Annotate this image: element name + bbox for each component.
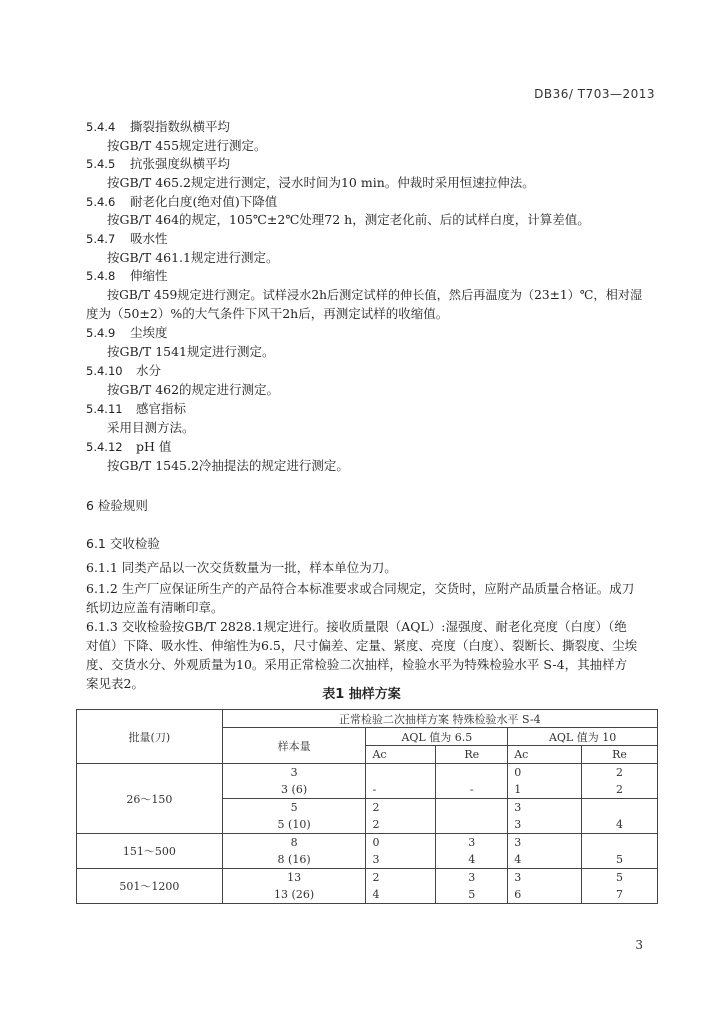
- clause-title: 撕裂指数纵横平均: [130, 119, 231, 134]
- clause-number: 5.4.10: [86, 364, 123, 378]
- ac-cell: 4: [508, 851, 582, 869]
- ac-cell: 2: [366, 799, 436, 817]
- ac-cell: 3: [508, 834, 582, 852]
- ac-cell: -: [366, 781, 436, 799]
- re-cell: [436, 799, 508, 817]
- re-header: Re: [582, 746, 658, 764]
- sample-size-header: 样本量: [222, 728, 366, 764]
- re-cell: 5: [436, 886, 508, 904]
- clause-5-4-8-heading: [86, 267, 168, 285]
- ac-cell: [366, 764, 436, 782]
- clause-5-4-11-heading: [86, 400, 186, 418]
- aql-6-5-header: AQL 值为 6.5: [366, 728, 508, 746]
- clause-number: 5.4.6: [86, 195, 116, 209]
- clause-5-4-11-body: 采用目测方法。: [107, 420, 195, 435]
- clause-5-4-8-body: 按GB/T 459规定进行测定。试样浸水2h后测定试样的伸长值，然后再温度为（23±1）℃，相对湿: [107, 288, 643, 302]
- sampling-scheme-header: 正常检验二次抽样方案 特殊检验水平 S-4: [222, 710, 657, 728]
- clause-6-1-1: 6.1.1 同类产品以一次交货数量为一批，样本单位为刀。: [86, 560, 397, 575]
- ac-cell: 3: [508, 869, 582, 887]
- clause-5-4-10-body: 按GB/T 462的规定进行测定。: [107, 382, 280, 397]
- re-cell: [436, 764, 508, 782]
- re-cell: [582, 834, 658, 852]
- re-cell: 4: [582, 816, 658, 834]
- re-cell: 3: [436, 834, 508, 852]
- clause-5-4-9-body: 按GB/T 1541规定进行测定。: [107, 344, 275, 359]
- ac-cell: 6: [508, 886, 582, 904]
- sample-size-cell: 13: [222, 869, 366, 887]
- clause-6-1-3: 6.1.3 交收检验按GB/T 2828.1规定进行。接收质量限（AQL）:湿强度、耐老化亮度（白度）（绝对值）下降、吸水性、伸缩性为6.5，尺寸偏差、定量、紧度、亮度（白度）、裂断长、撕裂度、尘埃度、交货水分、外观质量为10。采用正常检验二次抽样，检验水平为特殊检验水平 S-4，其抽样方案见表2。: [86, 619, 638, 691]
- sample-size-cell: 5: [222, 799, 366, 817]
- ac-cell: 4: [366, 886, 436, 904]
- sample-size-cell: 3: [222, 764, 366, 782]
- clause-5-4-9-heading: [86, 324, 168, 342]
- sample-size-cell: 13 (26): [222, 886, 366, 904]
- clause-5-4-12-body: 按GB/T 1545.2冷抽提法的规定进行测定。: [107, 458, 349, 473]
- re-cell: 2: [582, 781, 658, 799]
- page-number: 3: [635, 938, 643, 952]
- re-header: Re: [436, 746, 508, 764]
- ac-header: Ac: [366, 746, 436, 764]
- clause-title: 吸水性: [130, 231, 168, 246]
- table-row: [77, 764, 658, 782]
- clause-number: 5.4.5: [86, 157, 116, 171]
- re-cell: 5: [582, 869, 658, 887]
- table-row: [77, 869, 658, 887]
- clause-5-4-8-body-continued: 度为（50±2）%的大气条件下风干2h后，再测定试样的收缩值。: [86, 306, 449, 321]
- batch-size-header: 批量(刀): [77, 710, 223, 764]
- clause-title: 尘埃度: [130, 325, 168, 340]
- clause-5-4-4-body: 按GB/T 455规定进行测定。: [107, 138, 267, 153]
- aql-10-header: AQL 值为 10: [508, 728, 658, 746]
- clause-5-4-6-body: 按GB/T 464的规定，105℃±2℃处理72 h，测定老化前、后的试样白度，计算差值。: [107, 212, 590, 227]
- clause-number: 5.4.7: [86, 232, 116, 246]
- ac-cell: 3: [508, 799, 582, 817]
- clause-5-4-10-heading: [86, 362, 161, 380]
- table-caption: 表1 抽样方案: [322, 687, 401, 702]
- sample-size-cell: 8 (16): [222, 851, 366, 869]
- re-cell: 3: [436, 869, 508, 887]
- clause-5-4-5-heading: [86, 155, 230, 173]
- clause-number: 5.4.11: [86, 402, 123, 416]
- ac-cell: 3: [366, 851, 436, 869]
- clause-5-4-6-heading: [86, 193, 277, 211]
- table-row: [77, 834, 658, 852]
- ac-header: Ac: [508, 746, 582, 764]
- clause-5-4-7-heading: [86, 230, 168, 248]
- ac-cell: 1: [508, 781, 582, 799]
- sample-size-cell: 3 (6): [222, 781, 366, 799]
- document-id-header: DB36/ T703—2013: [534, 87, 655, 101]
- clause-5-4-5-body: 按GB/T 465.2规定进行测定，浸水时间为10 min。仲裁时采用恒速拉伸法。: [107, 175, 535, 190]
- clause-title: 感官指标: [136, 401, 187, 416]
- batch-range-cell: 26～150: [77, 764, 223, 834]
- ac-cell: 0: [366, 834, 436, 852]
- sample-size-cell: 5 (10): [222, 816, 366, 834]
- re-cell: [436, 816, 508, 834]
- ac-cell: 2: [366, 869, 436, 887]
- batch-range-cell: 501～1200: [77, 869, 223, 904]
- clause-5-4-4-heading: [86, 118, 230, 136]
- ac-cell: 0: [508, 764, 582, 782]
- section-6-1-heading: 6.1 交收检验: [86, 536, 160, 551]
- batch-range-cell: 151～500: [77, 834, 223, 869]
- re-cell: 4: [436, 851, 508, 869]
- clause-5-4-12-heading: [86, 438, 171, 456]
- re-cell: -: [436, 781, 508, 799]
- clause-6-1-2: 6.1.2 生产厂应保证所生产的产品符合本标准要求或合同规定，交货时，应附产品质量合格证。成刀纸切边应盖有清晰印章。: [86, 581, 635, 615]
- clause-number: 5.4.4: [86, 120, 116, 134]
- re-cell: 7: [582, 886, 658, 904]
- clause-title: pH 值: [136, 439, 172, 454]
- sample-size-cell: 8: [222, 834, 366, 852]
- clause-title: 抗张强度纵横平均: [130, 156, 231, 171]
- sampling-plan-table: [76, 709, 658, 904]
- re-cell: [582, 799, 658, 817]
- clause-5-4-7-body: 按GB/T 461.1规定进行测定。: [107, 250, 279, 265]
- clause-number: 5.4.8: [86, 269, 116, 283]
- clause-number: 5.4.9: [86, 326, 116, 340]
- clause-number: 5.4.12: [86, 440, 123, 454]
- clause-title: 耐老化白度(绝对值)下降值: [130, 194, 278, 209]
- ac-cell: 3: [508, 816, 582, 834]
- re-cell: 5: [582, 851, 658, 869]
- ac-cell: 2: [366, 816, 436, 834]
- clause-title: 伸缩性: [130, 268, 168, 283]
- re-cell: 2: [582, 764, 658, 782]
- clause-title: 水分: [136, 363, 162, 378]
- section-6-heading: 6 检验规则: [86, 498, 148, 513]
